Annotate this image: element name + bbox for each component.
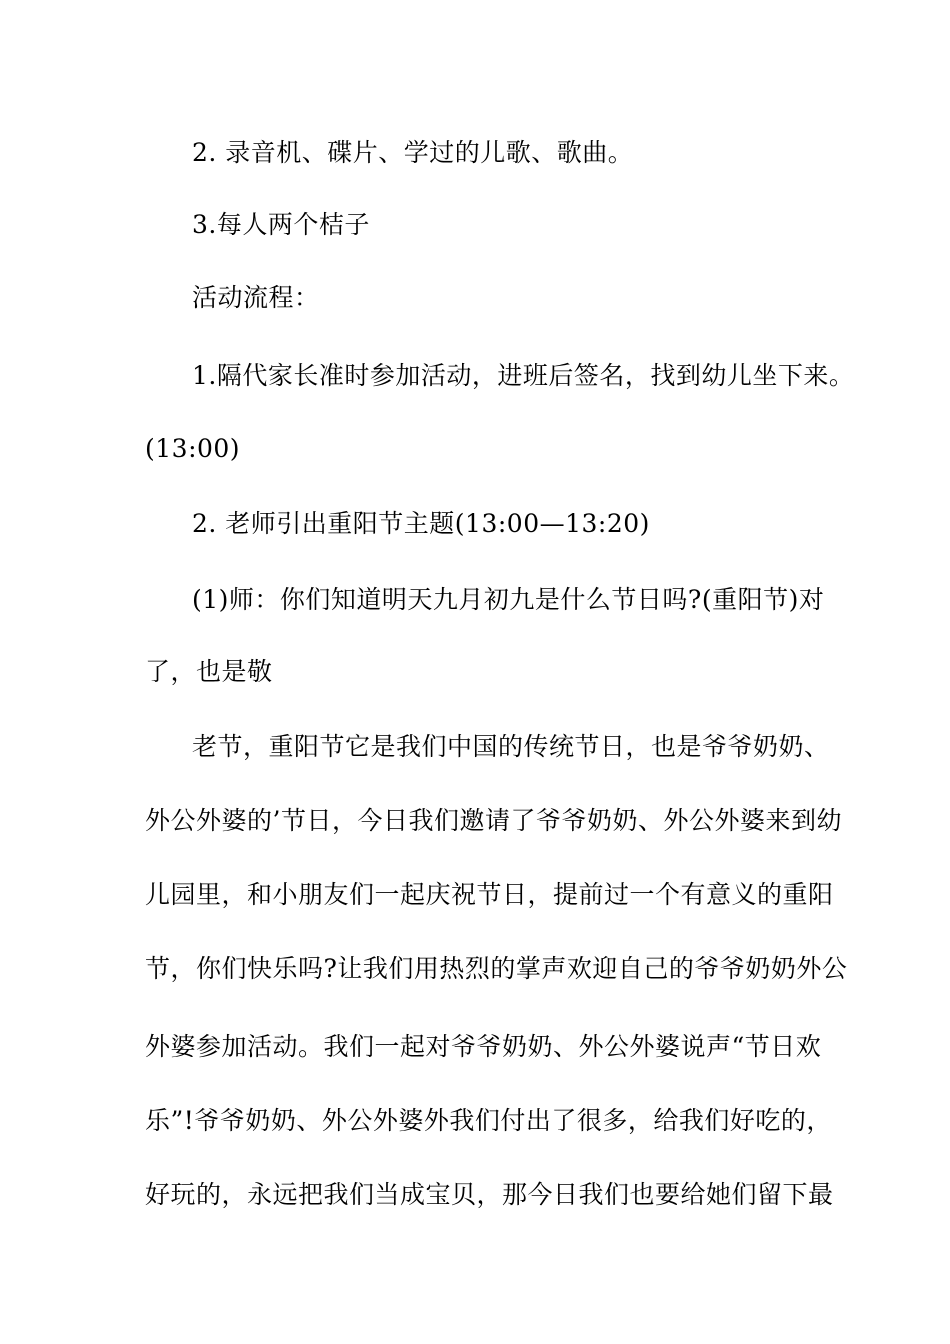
text-line-teacher-question: (1)师：你们知道明天九月初九是什么节日吗?(重阳节)对 <box>192 585 825 614</box>
text-line-step-1: 1.隔代家长准时参加活动，进班后签名，找到幼儿坐下来。 <box>192 361 855 390</box>
paragraph-line-4: 节，你们快乐吗?让我们用热烈的掌声欢迎自己的爷爷奶奶外公 <box>145 954 848 983</box>
paragraph-line-2: 外公外婆的’节日，今日我们邀请了爷爷奶奶、外公外婆来到幼 <box>145 806 842 835</box>
text-line-step-2: 2. 老师引出重阳节主题(13:00—13:20) <box>192 509 650 538</box>
paragraph-line-7: 好玩的，永远把我们当成宝贝，那今日我们也要给她们留下最 <box>145 1180 834 1209</box>
text-line-materials-3: 3.每人两个桔子 <box>192 210 370 239</box>
text-line-materials-2: 2. 录音机、碟片、学过的儿歌、歌曲。 <box>192 138 634 167</box>
paragraph-line-1: 老节，重阳节它是我们中国的传统节日，也是爷爷奶奶、 <box>192 732 830 761</box>
paragraph-line-3: 儿园里，和小朋友们一起庆祝节日，提前过一个有意义的重阳 <box>145 880 834 909</box>
paragraph-line-6: 乐”!爷爷奶奶、外公外婆外我们付出了很多，给我们好吃的， <box>145 1106 832 1135</box>
section-heading-activity-process: 活动流程： <box>192 283 320 312</box>
paragraph-line-5: 外婆参加活动。我们一起对爷爷奶奶、外公外婆说声“节日欢 <box>145 1032 822 1061</box>
text-line-continuation: 了，也是敬 <box>145 657 273 686</box>
text-line-step-1-time: (13:00) <box>145 434 241 463</box>
